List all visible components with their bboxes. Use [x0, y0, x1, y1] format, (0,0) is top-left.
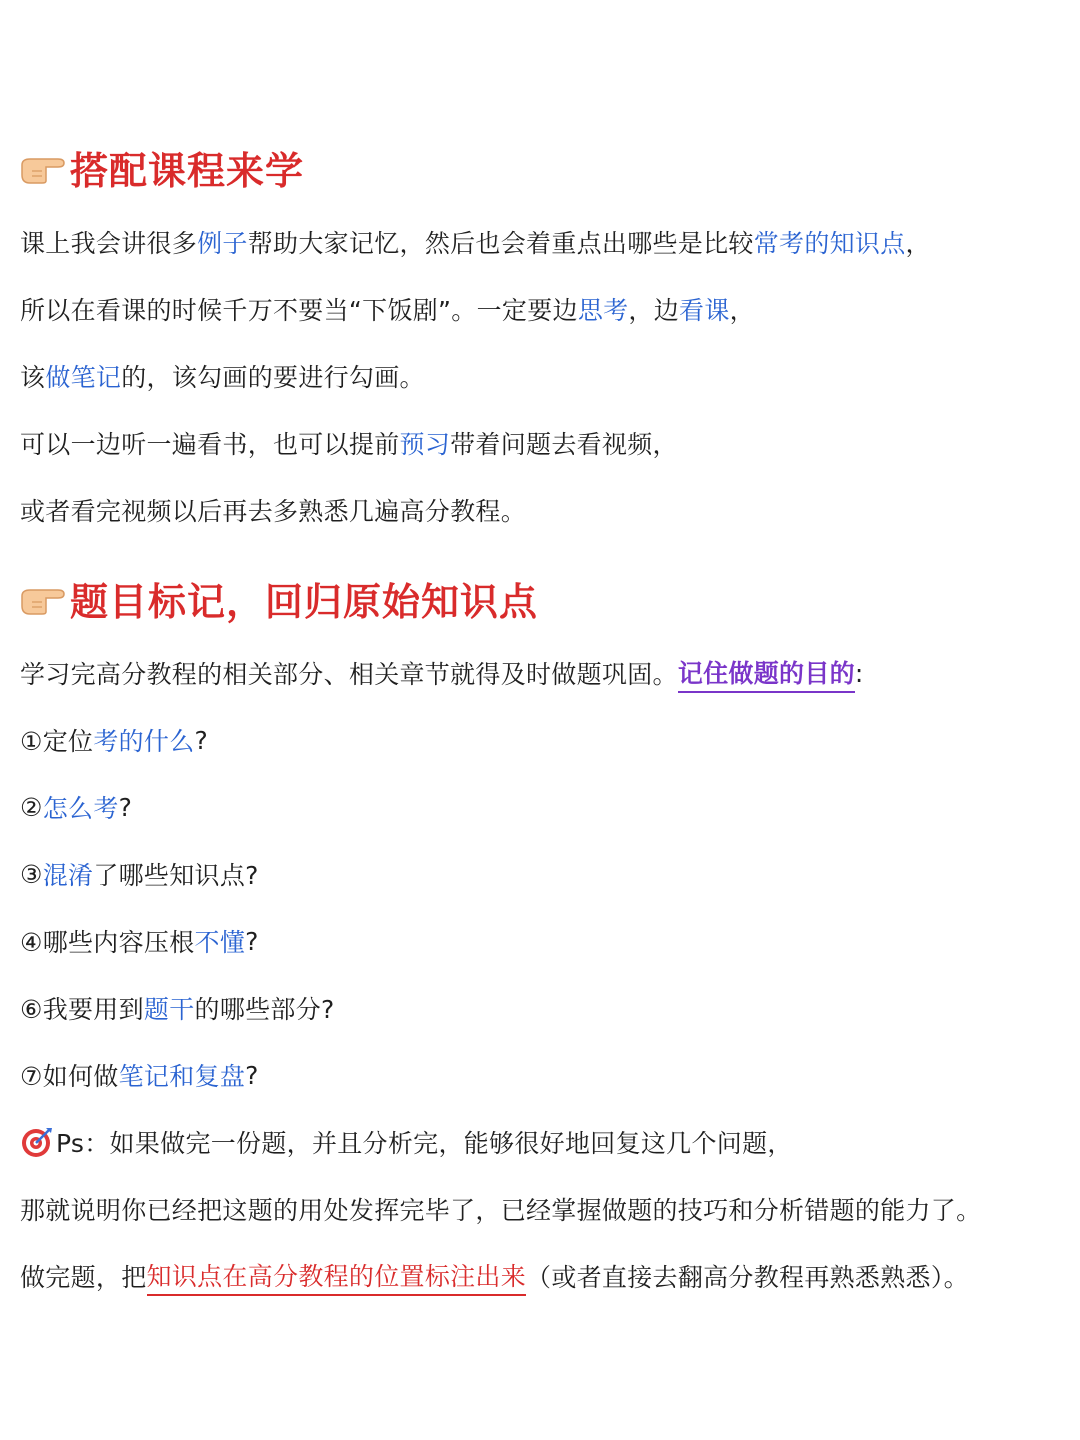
- text-segment: （或者直接去翻高分教程再熟悉熟悉）。: [526, 1263, 969, 1292]
- text-segment: 或者看完视频以后再去多熟悉几遍高分教程。: [20, 497, 527, 526]
- question-item-2: [20, 787, 132, 827]
- highlight-segment: 常考的知识点: [753, 229, 906, 258]
- highlight-segment: 笔记和复盘: [118, 1062, 246, 1091]
- text-segment: ⑥我要用到: [20, 995, 144, 1024]
- text-segment: ?: [118, 792, 133, 822]
- text-segment: ，: [729, 296, 755, 325]
- text-segment: ①定位: [20, 727, 94, 756]
- text-segment: 的，该勾画的要进行勾画。: [121, 363, 425, 392]
- annotate-phrase: 知识点在高分教程的位置标注出来: [147, 1257, 527, 1296]
- section-heading-2-text: 题目标记，回归原始知识点: [70, 579, 539, 624]
- paragraph-line-5: [20, 490, 526, 530]
- text-segment: 的哪些部分?: [194, 995, 335, 1024]
- text-segment: 该: [20, 363, 46, 392]
- question-item-4: [20, 921, 259, 961]
- highlight-segment: 思考: [577, 296, 629, 325]
- paragraph-line-2: [20, 289, 755, 329]
- question-item-3: [20, 854, 259, 894]
- section-heading-1-text: 搭配课程来学: [70, 148, 305, 193]
- target-icon: [20, 1125, 54, 1159]
- highlight-segment: 考的什么: [93, 727, 195, 756]
- highlight-segment: 题干: [143, 995, 195, 1024]
- text-segment: :: [854, 658, 864, 688]
- highlight-segment: 预习: [399, 430, 451, 459]
- text-segment: ?: [245, 926, 259, 956]
- text-segment: ②: [20, 792, 43, 822]
- text-segment: ④哪些内容压根: [20, 928, 195, 957]
- pointing-hand-icon: [18, 150, 68, 184]
- section-heading-1: [18, 142, 304, 192]
- text-segment: 做完题，把: [20, 1263, 147, 1292]
- text-segment: 所以在看课的时候千万不要当“下饭剧”。一定要边: [20, 296, 578, 325]
- highlight-segment: 做笔记: [45, 363, 122, 392]
- intro-line: [20, 653, 864, 693]
- text-segment: 帮助大家记忆，然后也会着重点出哪些是比较: [247, 229, 754, 258]
- text-segment: 学习完高分教程的相关部分、相关章节就得及时做题巩固。: [20, 660, 678, 689]
- paragraph-line-3: [20, 356, 425, 396]
- text-segment: ⑦如何做: [20, 1062, 119, 1091]
- paragraph-line-4: [20, 423, 678, 463]
- highlight-segment: 例子: [197, 229, 248, 258]
- text-segment: 课上我会讲很多: [20, 229, 198, 258]
- conclusion-line: [20, 1189, 981, 1229]
- highlight-segment: 混淆: [42, 861, 94, 890]
- pointing-hand-icon: [18, 581, 68, 615]
- text-segment: 可以一边听一遍看书，也可以提前: [20, 430, 400, 459]
- question-item-6: [20, 988, 335, 1028]
- text-segment: 那就说明你已经把这题的用处发挥完毕了，已经掌握做题的技巧和分析错题的能力了。: [20, 1196, 982, 1225]
- highlight-segment: 不懂: [194, 928, 246, 957]
- paragraph-line-1: [20, 222, 931, 262]
- final-line: [20, 1256, 969, 1296]
- section-heading-2: [18, 573, 538, 623]
- text-segment: 了哪些知识点?: [93, 861, 259, 890]
- text-segment: ，: [905, 229, 931, 258]
- ps-line: [20, 1122, 793, 1162]
- question-item-1: [20, 720, 208, 760]
- text-segment: ?: [245, 1060, 259, 1090]
- ps-text: Ps：如果做完一份题，并且分析完，能够很好地回复这几个问题，: [56, 1129, 793, 1158]
- highlight-segment: 怎么考: [42, 794, 119, 823]
- key-purpose-phrase: 记住做题的目的: [678, 654, 855, 693]
- highlight-segment: 看课: [679, 296, 730, 325]
- text-segment: 带着问题去看视频，: [450, 430, 678, 459]
- text-segment: ③: [20, 859, 43, 889]
- text-segment: ?: [194, 725, 209, 755]
- question-item-7: [20, 1055, 259, 1095]
- text-segment: ，边: [628, 296, 680, 325]
